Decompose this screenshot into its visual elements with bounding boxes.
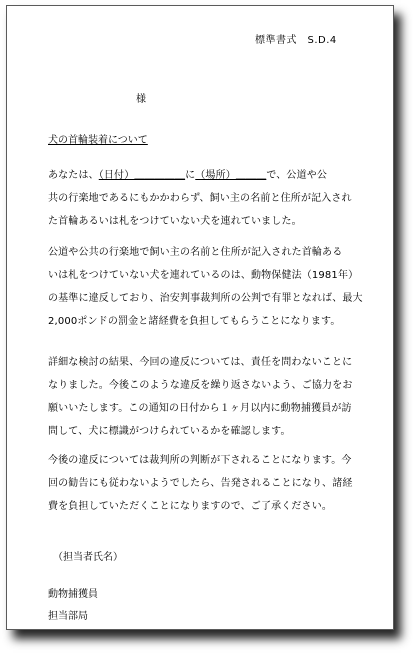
paragraph-line: 今後の違反については裁判所の判断が下されることになります。今 <box>48 455 352 466</box>
text-fragment: あなたは、 <box>48 170 99 181</box>
paragraph-line: 問して、犬に標識がつけられているかを確認します。 <box>48 426 291 437</box>
text-fragment: で、公道や公 <box>266 170 328 181</box>
paragraph-law <box>48 241 394 333</box>
paragraph-line: 詳細な検討の結果、今回の違反については、責任を問わないことに <box>48 357 353 368</box>
text-fragment: に <box>185 170 196 181</box>
paragraph-line: 共の行楽地であるにもかかわらず、飼い主の名前と住所が記入され <box>48 193 352 204</box>
place-blank: （場所）＿＿＿ <box>195 170 267 181</box>
paragraph-line: た首輪あるいは札をつけていない犬を連れていました。 <box>48 216 302 227</box>
addressee-suffix: 様 <box>136 94 146 105</box>
subject-heading: 犬の首輪装着について <box>48 135 148 146</box>
paragraph-warning <box>48 449 394 518</box>
paragraph-line: 2,000ポンドの罰金と諸経費を負担してもらうことになります。 <box>48 316 341 327</box>
paragraph-incident <box>48 164 394 233</box>
form-code: 標準書式 S.D.4 <box>255 35 337 46</box>
date-blank: （日付）＿＿＿＿＿ <box>98 170 186 181</box>
animal-catcher-label: 動物捕獲員 <box>48 589 98 600</box>
paragraph-line: 回の勧告にも従わないようでしたら、告発されることになり、諸経 <box>48 478 353 489</box>
document-page <box>6 5 394 630</box>
paragraph-line: 費を負担していただくことになりますので、ご了承ください。 <box>48 501 332 512</box>
paragraph-line: 願いいたします。この通知の日付から１ヶ月以内に動物捕獲員が訪 <box>48 403 352 414</box>
paragraph-line: なりました。今後このような違反を繰り返さないよう、ご協力をお <box>48 380 353 391</box>
paragraph-review <box>48 351 394 443</box>
paragraph-line: いは札をつけていない犬を連れているのは、動物保健法（1981年） <box>48 270 359 281</box>
department-label: 担当部局 <box>48 611 88 622</box>
staff-name-label: （担当者氏名） <box>53 552 123 563</box>
paragraph-line: の基準に違反しており、治安判事裁判所の公判で有罪となれば、最大 <box>48 293 363 304</box>
paragraph-line: 公道や公共の行楽地で飼い主の名前と住所が記入された首輪ある <box>48 247 343 258</box>
paragraph-line <box>48 164 394 187</box>
